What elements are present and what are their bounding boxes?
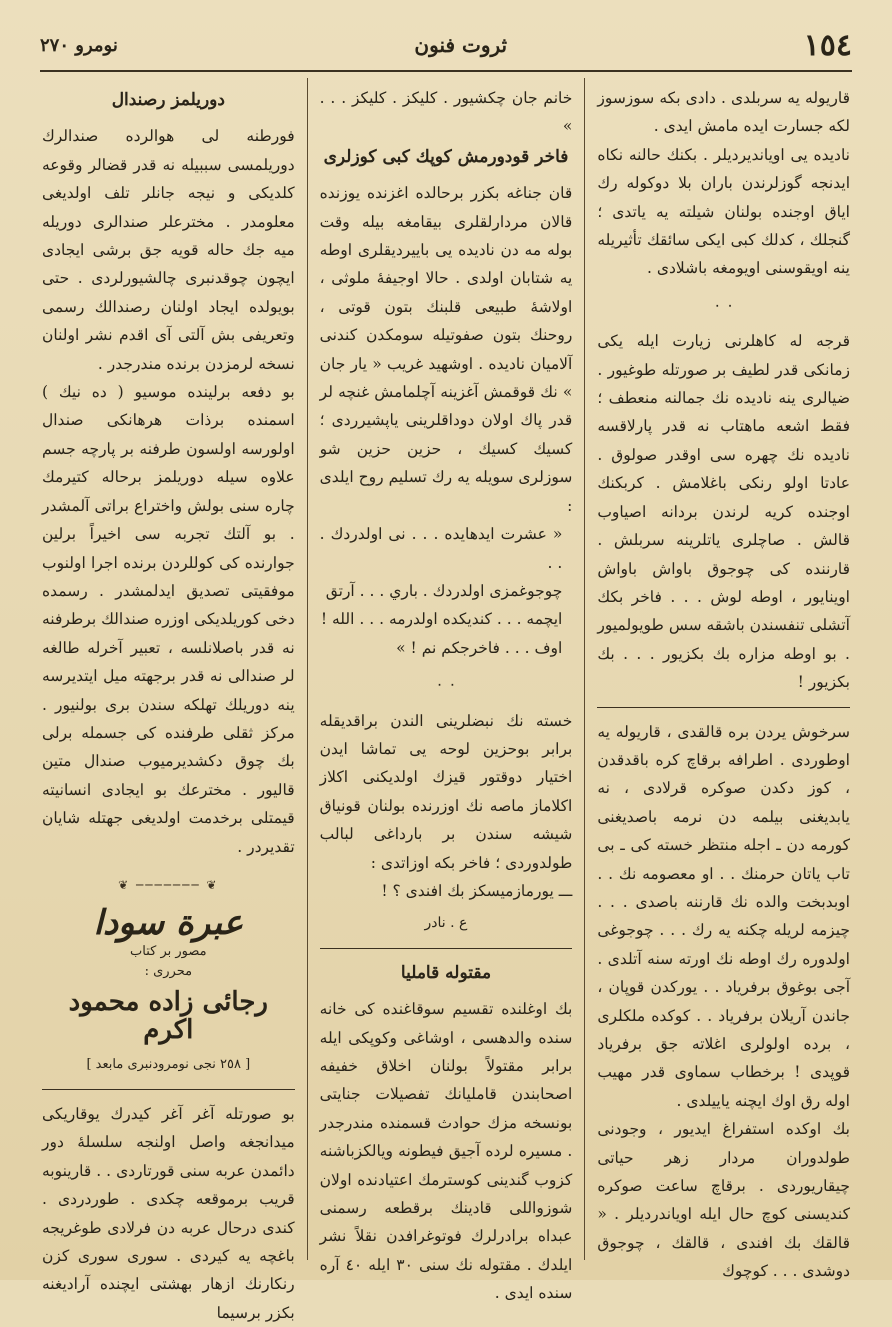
book-author: رجائى زاده محمود اكرم [68,986,268,1046]
poem-line: ايچمه . . . كنديكده اولدرمه . . . الله ! [320,610,563,629]
paragraph: قان جناغه بكزر برحالده اغزنده يوزنده قالان مردارلقلرى بيقامغه بيله وقت بوله مه دن ناديده يى باييرديقلرى اوطه يه شتابان اولدى . حالا اوجيفهٔ ملوثى ، اولاشهٔ طبيعى قلبنك بتون قوتى ، روحنك بتون صفوتيله سومكدن كندنى آلاميان ناديده . اوشهيد غريب « يار جان » نك قوقمش آغزينه آچلمامش غنچه لر قدر پاك اولان دوداقلرينى ياپشيرردى ؛ كسيك كسيك ، حزين حزين شو سوزلرى سويله يه رك تسليم روح ايلدى : [319,184,573,515]
column-right [585,78,862,1281]
paragraph: قرجه له كاهلرنى زيارت ايله يكى زمانكى قدر لطيف بر صورتله طوغيور . ضيالرى ينه ناديده نك جمالنه منعطف ؛ فقط اشعه ماهتاب نه قدر پارلاقسه ناديده نك چهره سى اوقدر صولوق . عادتا اولو رنكى باغلامش . كربكنك اوجنده كريه لرندن بردانه اصياوب قالش . صاچلرى ياتلرينه سربلش . قارننده كى چوجوق باواش باواش اوينايور ، اوطه لوش . . . فاخر بكك آتشلى تنفسندن باشقه سس طويولميور . بو اوطه مزاره بك بكزيور . . . بك بكزيور ! [597,332,850,692]
columns [30,78,862,1322]
book-caption: مصور بر كتاب [130,943,207,959]
section-divider-stars: ٠ ٠ [713,295,735,314]
continued-note: [ ٢٥٨ نجى نومرودنبرى مابعد ] [86,1056,251,1072]
poem-line: « عشرت ايدهايده . . . نى اولدردك . . . [319,525,563,572]
ornamental-divider: ❦ ─────── ❦ [118,877,219,892]
paragraph: بك اوكده استفراغ ايديور ، وجودنى طولدوران مردار زهر حياتى چيقاريوردى . برقاچ ساعت صوكره كنديسنى كوچ حال ايله اوياندرديلر . « قالقك بك افندى ، قالقك ، چوجوق دوشدى . . . كوچوك [597,1120,850,1281]
paragraph: بك اوغلنده تقسيم سوقاغنده كى خانه سنده والدهسى ، اوشاغى وكوپكى ايله برابر مقتولاً بولنان اخلاق خفيفه اصحابندن قامليانك تفصيلات جنايتى بونسخه مزك حوادث قسمنده مندرجدر . مسيره لرده آجيق فيطونه ويالكزباشنه كزوب گندينى كوسترمك اعتيادنده اولان شوزواللى قادينك برقطعه رسمنى عبداه برادرلرك فوتوغرافدن نقلاً نشر ايلدك . مقتوله نك سنى ٣٠ ايله ٤٠ آره سنده ايدى . [319,1000,573,1303]
issue-number: نومرو ٢٧٠ [40,34,118,56]
quote-line: ـــ يورمازميسكز بك افندى ؟ ! [381,881,573,900]
paragraph: بو دفعه برلينده موسيو ( ده نيك ) اسمنده برذات هرهانكى صندال اولورسه اولسون طرفنه بر پارچه جسم علاوه سيله دوريلمز برحاله كتيرمك چاره سنى بولش واختراع براتى آلمشدر . بو آلتك تجربه سى اخيراً برلين جوارنده كى كوللردن برنده اجرا اولنوب موفقيتى تصديق ايدلمشدر . رسمده دخى كوريلديكى اوزره صندالك برطرفنه نه قدر باصلانلسه ، تعبير آخرله طالغه لر صندالى نه قدر برجهته ميل ايتديرسه ينه دوريلك تهلكه سندن برى بولنيور . مركز ثقلى طرفنده كى جسمله برلى بك چوق دكشديرميوب صندال متين قاليور . مخترعك بو ايجادى انسانيته قيمتلى برخدمت اولديغى جهتله شايان تقديردر . [41,383,295,856]
column-middle [308,78,586,1303]
paragraph: ناديده يى اويانديرديلر . بكنك حالنه نكاه ايدنجه گوزلرندن باران بلا دوكوله رك اياق اوجنده بولنان شيلته يه ياتدى ؛ گنجلك ، كدلك كبى ايكى سائقك تأثيريله ينه اويقوسنى اويومغه باشلادى . [597,145,850,278]
page-header [40,20,852,72]
divider [597,707,850,708]
divider [320,948,573,949]
column-left [30,78,308,1322]
poem-line: چوجوغمزى اولدردك . باري . . . آرتق [325,581,563,600]
paragraph: خسته نك نبضلرينى الندن براقديقله برابر بوحزين لوحه يى تماشا ايدن اختيار دوقتور قيزك اولديكنى اكلاز اكلاماز ماصه نك اوزرنده بولنان قونياق شيشه سندن بر بارداغى لبالب طولدوردى ؛ فاخر بكه اوزاتدى : [319,711,573,872]
poem-line: اوف . . . فاخرجكم نم ! » [396,638,563,657]
serial-book-title: عبرة سودا [93,903,244,944]
section-title: مقتوله قامليا [400,962,492,983]
article-title: دوريلمز رصندال [111,90,225,110]
paragraph: فورطنه لى هوالرده صندالرك دوريلمسى سببيله نه قدر قضالر وقوعه كلديكى و نيجه جانلر تلف اولديغى معلومدر . مخترعلر صندالرى دوريله ميه جك حاله قويه جق برشى ايجادى ايچون چوقدنبرى چالشيورلردى . حتى بويولده ايجاد اولنان رصندالك رسمى وتعريفى بش آلتى آى اقدم نشر اولنان نسخه لرمزدن برنده مندرجدر . [41,127,295,373]
publication-title: ثروت فنون [414,33,508,57]
divider [42,1089,295,1090]
section-divider-stars: ٠ ٠ [435,675,457,694]
poem [320,520,573,662]
paragraph: بو صورتله آغر آغر كيدرك يوقاريكى ميدانجغه واصل اولنجه سلسلهٔ دور دائمدن عربه سنى قورتاردى . . قارينوبه قريب برموقعه چكدى . طوردردى . كندى درحال عربه دن فرلادى طوغريجه باغچه يه كيردى . سورى سورى كزن رنكارنك ازهار بهشتى ايچنده آراديغنه بكزر برسيما [41,1105,295,1322]
page-number: ١٥٤ [803,27,852,63]
book-author-label: محررى : [144,963,193,979]
text-line: خانم جان چكشيور . كليكز . كليكز . . . » [319,89,573,136]
paragraph: قاريوله يه سربلدى . دادى بكه سوزسوز لكه جسارت ايده مامش ايدى . [597,89,850,136]
section-heading: فاخر قودورمش كوپك كبى كوزلرى [323,146,569,167]
author-signature: ع . نادر [424,915,468,932]
paragraph: سرخوش يردن بره قالقدى ، قاريوله يه اوطوردى . اطرافه برقاچ كره باقدقدن ، كوز دكدن صوكره قرلادى ، نه يابديغنى بيلمه دن نرمه باصديغنى كورمه دن ـ اجله منتظر خسته كى ـ بى تاب ياتان حرمنك . . او معصومه نك . . اوبدبخت والده نك قارننه باصدى . . . چيزمه لريله چكنه يه رك . . . چوجوغى اولدوره رك اوطه نك اورته سنه آتلدى . آجى بوغوق برفرياد . . يوركدن قوپان ، جاندن آريلان برفرياد . . كوكده ملكلرى ، برده اولولرى اغلاته جق برفرياد قوپدى ! برخطاب سماوى قدر مهيب اوله رق اوك ايچنه ياييلدى . [597,722,850,1110]
